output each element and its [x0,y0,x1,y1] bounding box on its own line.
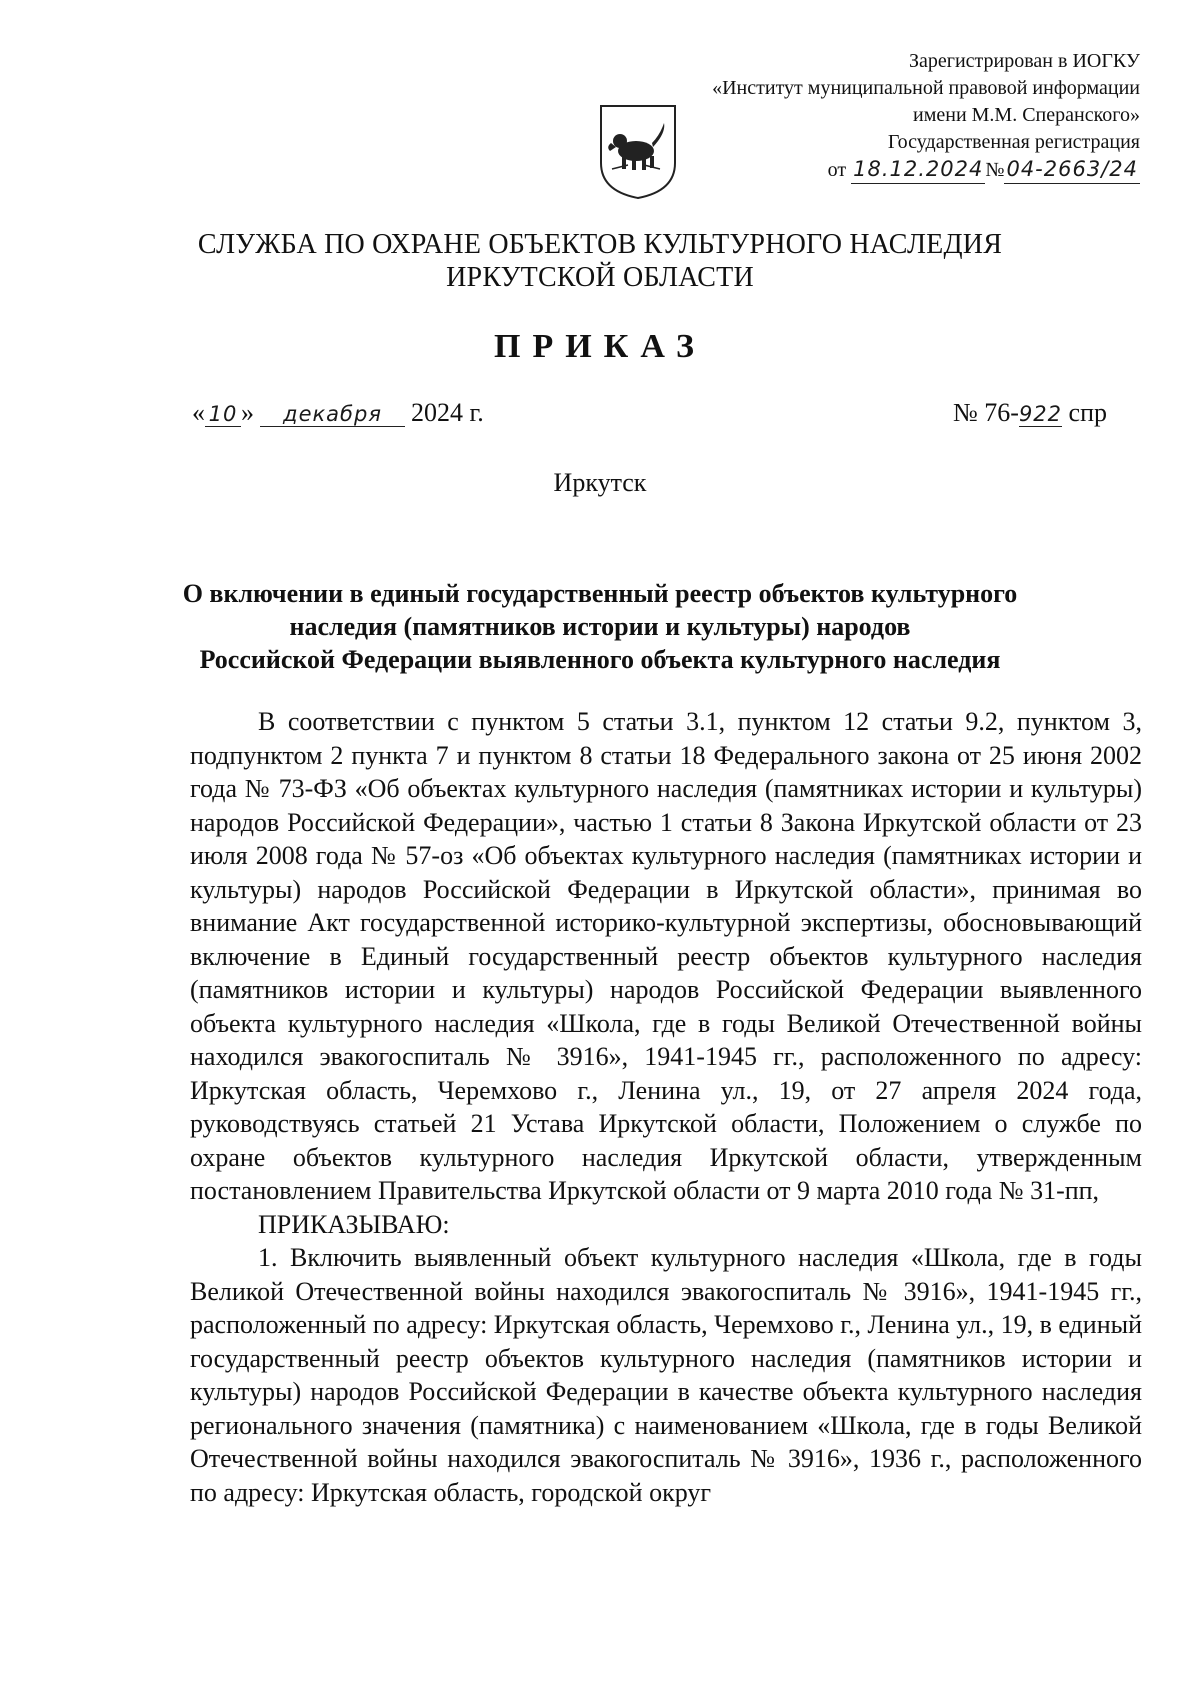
date-close-quote: » [241,398,254,427]
registration-line-2: «Институт муниципальной правовой информации [712,77,1140,99]
document-number [953,398,1107,428]
registration-line-1: Зарегистрирован в ИОГКУ [909,50,1140,72]
registration-line-3: имени М.М. Сперанского» [913,104,1140,126]
date-month: декабря [260,402,405,427]
organization-title-line-2: ИРКУТСКОЙ ОБЛАСТИ [446,262,754,293]
document-date [192,398,484,428]
body-paragraph-1: В соответствии с пунктом 5 статьи 3.1, пунктом 12 статьи 9.2, пунктом 3, подпунктом 2 пункта 7 и пунктом 8 статьи 18 Федерального закона от 25 июня 2002 года № 73-ФЗ «Об объектах культурного наследия (памятниках истории и культуры) народов Российской Федерации», частью 1 статьи 8 Закона Иркутской области от 23 июля 2008 года № 57-оз «Об объектах культурного наследия (памятниках истории и культуры) народов Российской Федерации в Иркутской области», принимая во внимание Акт государственной историко-культурной экспертизы, обосновывающий включение в Единый государственный реестр объектов культурного наследия (памятников истории и культуры) народов Российской Федерации выявленного объекта культурного наследия «Школа, где в годы Великой Отечественной войны находился эвакогоспиталь № 3916», 1941-1945 гг., расположенного по адресу: Иркутская область, Черемхово г., Ленина ул., 19, от 27 апреля 2024 года, руководствуясь статьей 21 Устава Иркутской области, Положением о службе по охране объектов культурного наследия Иркутской области, утвержденным постановлением Правительства Иркутской области от 9 марта 2010 года № 31-пп, [190,707,1142,1205]
organization-title [0,228,1200,294]
number-prefix: № 76- [952,398,1019,427]
city: Иркутск [553,468,647,497]
date-open-quote: « [192,398,205,427]
coat-of-arms-icon [598,103,678,201]
date-day: 10 [205,402,241,427]
document-type: ПРИКАЗ [494,328,706,365]
registration-date-prefix: от [827,159,847,181]
document-body [190,705,1142,1509]
number-value: 922 [1018,402,1063,426]
organization-title-line-1: СЛУЖБА ПО ОХРАНЕ ОБЪЕКТОВ КУЛЬТУРНОГО НАСЛЕДИЯ [197,229,1003,260]
order-word: ПРИКАЗЫВАЮ: [258,1209,450,1239]
registration-number-prefix: № [985,159,1005,181]
document-subject [0,577,1200,676]
order-item-1: 1. Включить выявленный объект культурного наследия «Школа, где в годы Великой Отечественной войны находился эвакогоспиталь № 3916», 1941-1945 гг., расположенный по адресу: Иркутская область, Черемхово г., Ленина ул., 19, в единый государственный реестр объектов культурного наследия (памятников истории и культуры) народов Российской Федерации в качестве объекта культурного наследия регионального значения (памятника) с наименованием «Школа, где в годы Великой Отечественной войны находился эвакогоспиталь № 3916», 1936 г., расположенного по адресу: Иркутская область, городской округ [190,1243,1142,1507]
subject-line-2: наследия (памятников истории и культуры) народов [289,612,911,641]
registration-date-line [712,156,1140,184]
subject-line-1: О включении в единый государственный реестр объектов культурного [182,579,1018,608]
subject-line-3: Российской Федерации выявленного объекта культурного наследия [199,645,1001,674]
number-suffix: спр [1068,398,1107,427]
registration-line-4: Государственная регистрация [887,131,1140,153]
registration-stamp [712,48,1140,184]
registration-date-value: 18.12.2024 [851,156,985,184]
date-year: 2024 г. [411,398,484,427]
registration-number-value: 04-2663/24 [1004,156,1140,184]
